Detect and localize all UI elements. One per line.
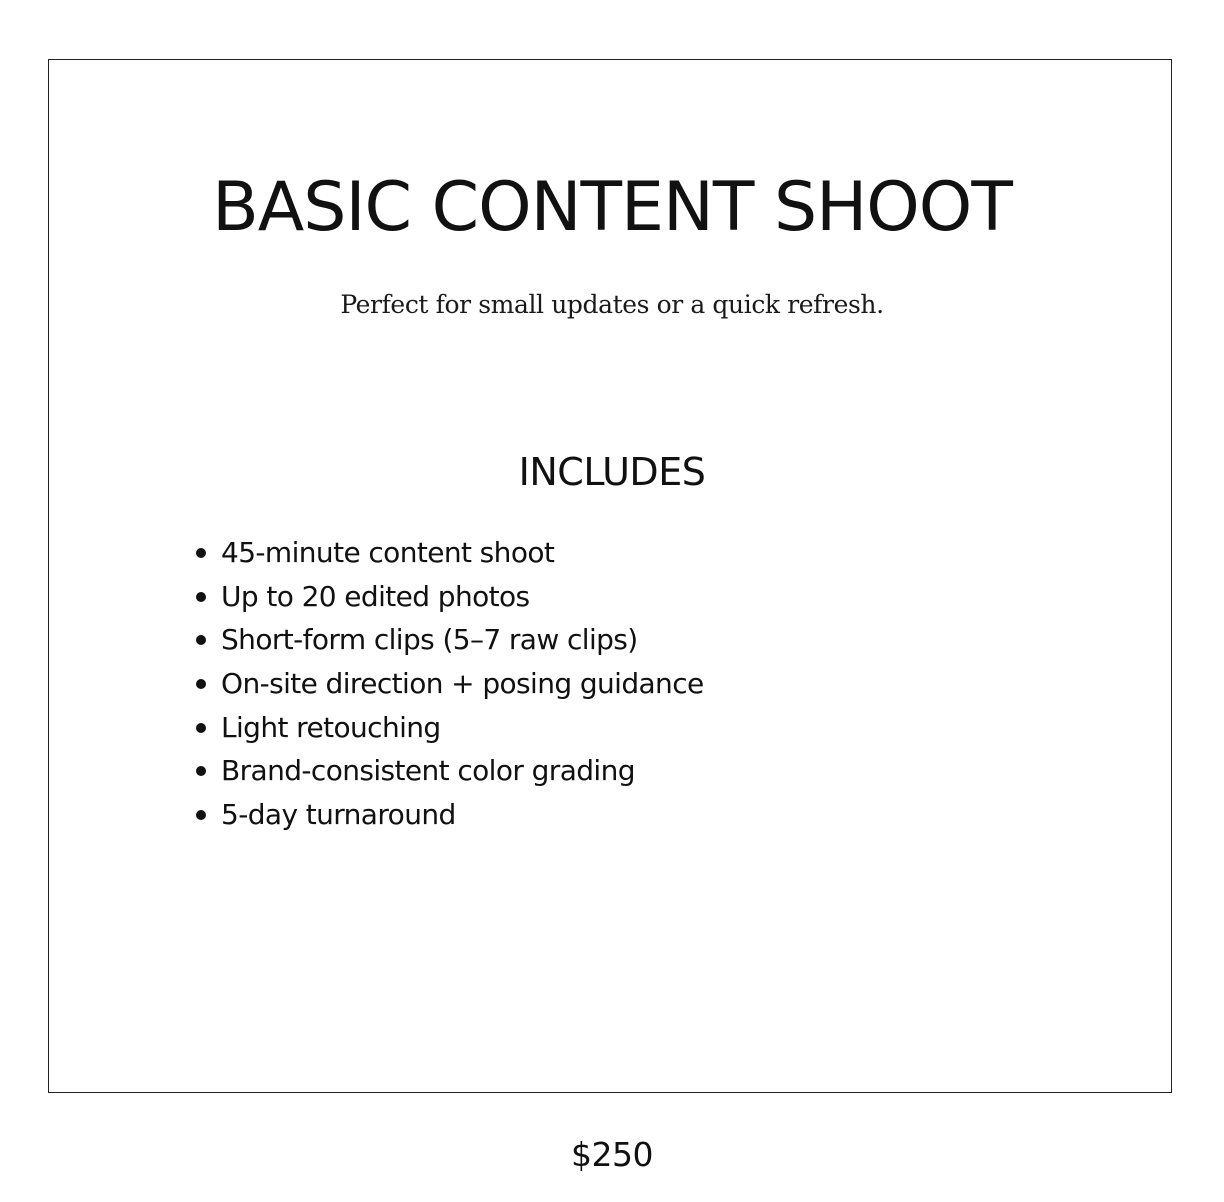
feature-item	[190, 793, 704, 837]
bullet-icon	[196, 679, 206, 689]
feature-item	[190, 531, 704, 575]
feature-text: 45-minute content shoot	[221, 536, 555, 569]
includes-heading: INCLUDES	[518, 450, 706, 494]
bullet-icon	[196, 548, 206, 558]
feature-text: Short-form clips (5–7 raw clips)	[221, 623, 638, 657]
feature-text: On-site direction + posing guidance	[221, 667, 704, 701]
feature-item	[190, 706, 704, 750]
features-list	[190, 531, 704, 837]
feature-item	[190, 662, 704, 706]
bullet-icon	[196, 635, 206, 645]
feature-item	[190, 749, 704, 793]
feature-text: Brand-consistent color grading	[221, 754, 635, 788]
feature-item	[190, 618, 704, 662]
feature-text: Light retouching	[221, 710, 441, 744]
feature-item	[190, 575, 704, 619]
bullet-icon	[196, 592, 206, 602]
bullet-icon	[196, 723, 206, 733]
feature-text: Up to 20 edited photos	[221, 579, 530, 613]
package-title: BASIC CONTENT SHOOT	[212, 168, 1012, 247]
package-price: $250	[571, 1135, 653, 1174]
bullet-icon	[196, 766, 206, 776]
bullet-icon	[196, 810, 206, 820]
package-subtitle: Perfect for small updates or a quick refresh.	[340, 290, 884, 319]
feature-text: 5-day turnaround	[221, 798, 456, 832]
